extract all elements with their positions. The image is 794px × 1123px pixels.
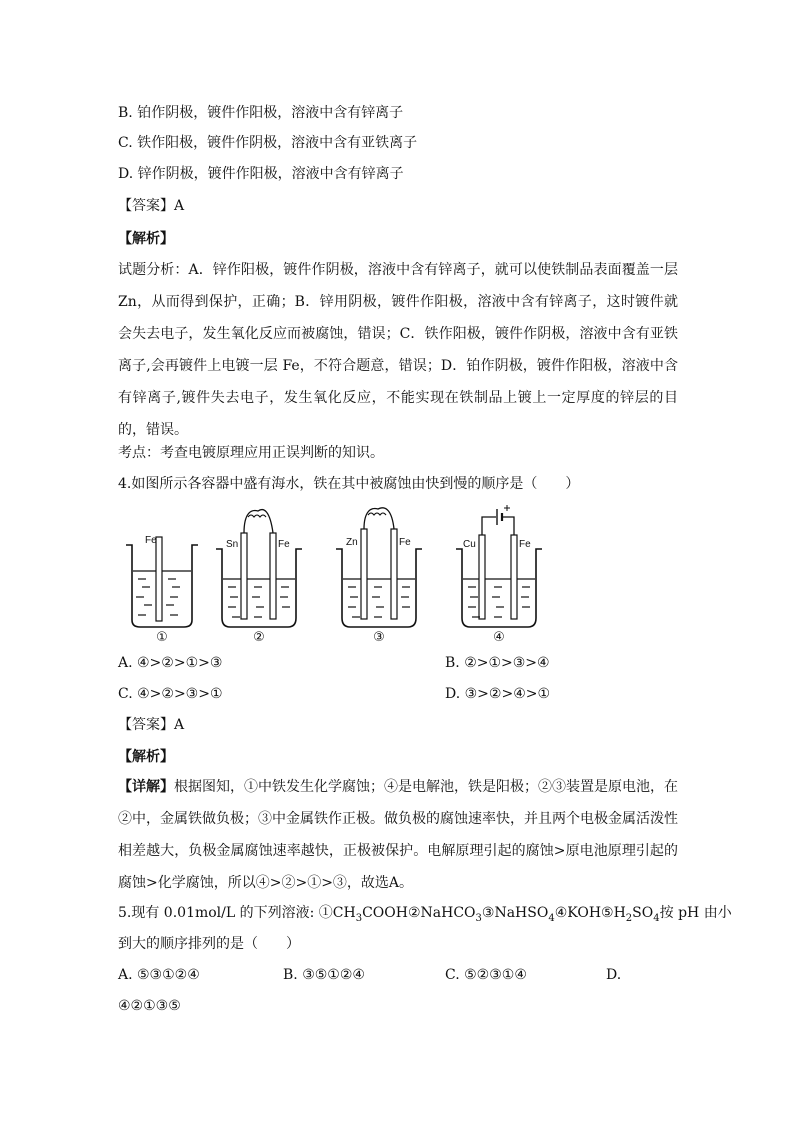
subscript: 3 xyxy=(475,912,482,924)
q5-option-b: B. ③⑤①②④ xyxy=(283,967,365,983)
beaker-2-left-label: Sn xyxy=(226,539,239,550)
q5-stem-part: 5.现有 0.01mol/L 的下列溶液: ①CH xyxy=(118,905,356,921)
q4-detail-label: 【详解】 xyxy=(118,779,174,795)
q5-option-d-text: ④②①③⑤ xyxy=(118,998,181,1014)
q5-stem-part: ④KOH⑤H xyxy=(554,905,626,921)
q5-stem-line2: 到大的顺序排列的是（ ） xyxy=(118,936,300,952)
subscript: 4 xyxy=(548,912,555,924)
q3-analysis-label: 【解析】 xyxy=(118,231,174,247)
beaker-1-electrode-label: Fe xyxy=(145,535,157,546)
q4-figure xyxy=(118,505,558,645)
q4-option-d: D. ③>②>④>① xyxy=(445,686,551,702)
subscript: 4 xyxy=(653,912,660,924)
q4-option-a: A. ④>②>①>③ xyxy=(118,655,223,671)
q4-option-b: B. ②>①>③>④ xyxy=(445,655,550,671)
beaker-4-right-label: Fe xyxy=(519,539,531,550)
q3-analysis-text: 试题分析：A．锌作阳极，镀件作阴极，溶液中含有锌离子，就可以使铁制品表面覆盖一层Zn，从而得到保护，正确；B．锌用阴极，镀件作阳极，溶液中含有锌离子，这时镀件就会失去电子，发生氧化反应而被腐蚀，错误；C．铁作阳极，镀件作阴极，溶液中含有亚铁离子,会再镀件上电镀一层 Fe，不符合题意，错误；D．铂作阴极，镀件作阳极，溶液中含有锌离子,镀件失去电子，发生氧化反应，不能实现在铁制品上镀上一定厚度的锌层的目的，错误。 xyxy=(118,262,678,438)
q3-answer: 【答案】A xyxy=(118,198,185,214)
q3-option-b: B. 铂作阴极，镀件作阳极，溶液中含有锌离子 xyxy=(118,105,404,121)
beaker-3-right-label: Fe xyxy=(399,537,411,548)
beaker-4-left-label: Cu xyxy=(463,539,476,550)
q5-stem-part: SO xyxy=(632,905,654,921)
q4-answer: 【答案】A xyxy=(118,717,185,733)
q4-option-c: C. ④>②>③>① xyxy=(118,686,223,702)
q5-option-a: A. ⑤③①②④ xyxy=(118,967,200,983)
q5-stem-part: ③NaHSO xyxy=(481,905,549,921)
beaker-3-number: ③ xyxy=(373,630,385,645)
q3-option-c: C. 铁作阳极，镀件作阴极，溶液中含有亚铁离子 xyxy=(118,135,418,151)
subscript: 3 xyxy=(355,912,363,924)
q4-detail-text: 根据图知，①中铁发生化学腐蚀；④是电解池，铁是阳极；②③装置是原电池，在②中，金属铁做负极；③中金属铁作正极。做负极的腐蚀速率快，并且两个电极金属活泼性相差越大，负极金属腐蚀速率越快，正极被保护。电解原理引起的腐蚀>原电池原理引起的腐蚀>化学腐蚀，所以④>②>①>③，故选A。 xyxy=(118,779,678,891)
beaker-2 xyxy=(216,510,302,627)
q5-stem-part: 按 pH 由小 xyxy=(659,905,732,921)
q4-detail xyxy=(118,771,678,899)
q4-analysis-label: 【解析】 xyxy=(118,749,174,765)
subscript: 2 xyxy=(625,912,633,924)
beaker-2-right-label: Fe xyxy=(278,539,290,550)
q3-kaodian: 考点：考查电镀原理应用正误判断的知识。 xyxy=(118,445,384,461)
q5-stem-part: COOH②NaHCO xyxy=(362,905,476,921)
beaker-4 xyxy=(456,505,542,627)
beaker-3 xyxy=(336,508,422,627)
beaker-3-left-label: Zn xyxy=(346,537,358,548)
q5-option-d-label: D. xyxy=(606,967,622,983)
beaker-1 xyxy=(126,537,198,627)
beaker-1-number: ① xyxy=(156,630,168,645)
q5-stem xyxy=(118,903,732,929)
q4-stem: 4.如图所示各容器中盛有海水，铁在其中被腐蚀由快到慢的顺序是（ ） xyxy=(118,476,580,492)
q3-option-d: D. 锌作阴极，镀件作阳极，溶液中含有锌离子 xyxy=(118,166,404,182)
q5-option-c: C. ⑤②③①④ xyxy=(445,967,527,983)
beaker-2-number: ② xyxy=(253,630,265,645)
beaker-4-number: ④ xyxy=(493,630,505,645)
